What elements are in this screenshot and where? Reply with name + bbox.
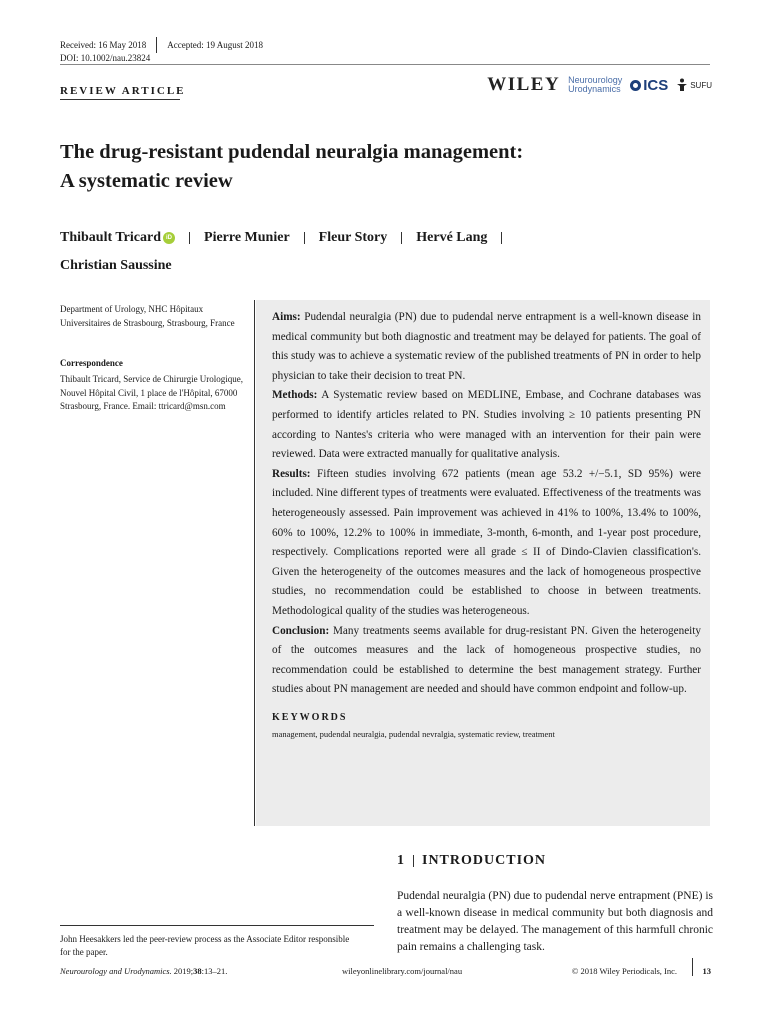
pages: :13–21. xyxy=(201,966,228,976)
title-line-2: A systematic review xyxy=(60,170,233,192)
sufu-figure-icon xyxy=(676,78,688,92)
author-separator xyxy=(401,232,402,244)
results-label: Results: xyxy=(272,467,311,480)
received-date: Received: 16 May 2018 xyxy=(60,40,147,50)
article-type: REVIEW ARTICLE xyxy=(60,85,186,97)
methods-label: Methods: xyxy=(272,389,318,402)
section-title: INTRODUCTION xyxy=(422,853,547,868)
citation-year: 2019; xyxy=(171,966,194,976)
author-line-1 xyxy=(60,224,700,252)
abstract-conclusion xyxy=(272,622,701,700)
header-rule xyxy=(60,64,710,65)
ics-logo xyxy=(630,77,668,94)
sufu-logo-text: SUFU xyxy=(690,80,712,90)
keywords-list: management, pudendal neuralgia, pudendal nevralgia, systematic review, treatment xyxy=(272,728,555,739)
introduction-paragraph: Pudendal neuralgia (PN) due to pudendal nerve entrapment (PNE) is a well-known disease in medical community but both diagnosis and treatment may be delayed. The management of this harmfull chronic pain remains a challenging task. xyxy=(397,890,713,953)
doi[interactable]: DOI: 10.1002/nau.23824 xyxy=(60,53,151,63)
section-separator xyxy=(413,855,414,867)
journal-url[interactable]: wileyonlinelibrary.com/journal/nau xyxy=(342,966,463,976)
publication-dates xyxy=(60,37,263,53)
date-separator xyxy=(156,37,157,53)
abstract-methods xyxy=(272,386,701,464)
footer-separator xyxy=(692,958,693,976)
footer-citation xyxy=(60,966,227,976)
section-heading xyxy=(397,853,546,869)
abstract-box xyxy=(256,300,710,826)
correspondence-heading: Correspondence xyxy=(60,358,123,368)
abstract-results xyxy=(272,465,701,622)
methods-text: A Systematic review based on MEDLINE, Embase, and Cochrane databases was performed to identify articles related to PN. Studies involving ≥ 10 patients presenting PN according to Nantes's criteria who were managed with an intervention for their pain were reviewed. Data were extracted manually for qualitative analysis. xyxy=(272,389,701,461)
accepted-date: Accepted: 19 August 2018 xyxy=(167,40,263,50)
footnote-rule xyxy=(60,925,374,926)
article-title xyxy=(60,138,700,196)
nu-logo-line1: Neurourology xyxy=(568,75,623,85)
abstract-divider xyxy=(254,300,255,826)
publisher-logos xyxy=(487,74,712,96)
nu-logo-line2: Urodynamics xyxy=(568,84,621,94)
author-name[interactable]: Thibault Tricard xyxy=(60,230,162,245)
author-name[interactable]: Hervé Lang xyxy=(416,230,488,245)
footnote: John Heesakkers led the peer-review process as the Associate Editor responsible for the paper. xyxy=(60,934,350,957)
author-name[interactable]: Pierre Munier xyxy=(204,230,290,245)
journal-name: Neurourology and Urodynamics. xyxy=(60,966,172,976)
sufu-logo xyxy=(676,78,712,92)
aims-label: Aims: xyxy=(272,311,301,323)
article-type-underline xyxy=(60,99,180,100)
ics-logo-text: ICS xyxy=(643,76,669,94)
page-number: 13 xyxy=(702,966,711,976)
wiley-logo: WILEY xyxy=(487,74,561,95)
affiliation: Department of Urology, NHC Hôpitaux Universitaires de Strasbourg, Strasbourg, France xyxy=(60,304,235,328)
conclusion-text: Many treatments seems available for drug-resistant PN. Given the heterogeneity of the outcomes measures and the lack of homogeneous prospective studies, no recommendation could be established to determine the best management strategy. Further studies about PN management are needed and should have common endpoint and follow-up. xyxy=(272,624,701,696)
abstract-aims xyxy=(272,308,701,386)
author-separator xyxy=(501,232,502,244)
copyright: © 2018 Wiley Periodicals, Inc. xyxy=(571,966,677,976)
section-number: 1 xyxy=(397,853,405,868)
author-name[interactable]: Christian Saussine xyxy=(60,258,172,273)
volume: 38 xyxy=(193,966,202,976)
abstract-text xyxy=(272,308,701,700)
keywords-heading: KEYWORDS xyxy=(272,711,348,723)
title-line-1: The drug-resistant pudendal neuralgia management: xyxy=(60,141,524,163)
aims-text: Pudendal neuralgia (PN) due to pudendal nerve entrapment is a well-known disease in medical community but both diagnostic and treatment may be delayed for patients. The goal of this study was to achieve a systematic review of the published treatments of PN in order to help physician to take their decision to treat PN. xyxy=(272,311,701,382)
author-line-2 xyxy=(60,252,700,280)
correspondence-details: Thibault Tricard, Service de Chirurgie Urologique, Nouvel Hôpital Civil, 1 place de l'Hôpital, 67000 Strasbourg, France. Email: ttricard@msn.com xyxy=(60,374,244,411)
neurourology-urodynamics-logo xyxy=(568,76,622,94)
results-text: Fifteen studies involving 672 patients (mean age 53.2 +/−5.1, SD 95%) were included. Nine different types of treatments were evaluated. Effectiveness of the treatments was heterogeneously assessed. Pain improvement was achieved in 41% to 100%, 13.4% to 100%, 60% to 100%, 12.2% to 100% in immediate, 3-month, 6-month, and 1-year post procedure, respectively. Complications reported were all grade ≤ II of Dindo-Clavien classification's. Given the heterogeneity of the outcomes measures and the lack of homogeneous prospective studies, no recommendation could be established to choose in between treatments. Methodological quality of the studies was heterogeneous. xyxy=(272,467,701,617)
conclusion-label: Conclusion: xyxy=(272,624,330,637)
author-list xyxy=(60,224,700,280)
author-name[interactable]: Fleur Story xyxy=(318,230,388,245)
orcid-icon[interactable]: iD xyxy=(163,232,175,244)
ics-ring-icon xyxy=(630,80,641,91)
author-separator xyxy=(304,232,305,244)
author-separator xyxy=(189,232,190,244)
page-footer xyxy=(60,966,711,976)
